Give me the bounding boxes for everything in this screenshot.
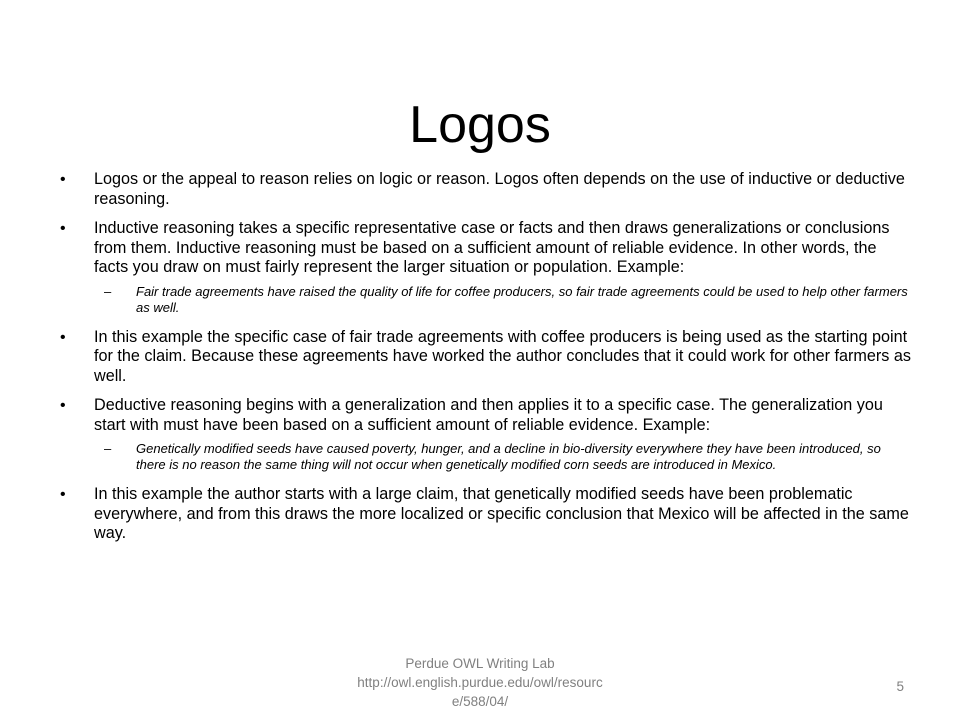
- slide-title: Logos: [409, 95, 551, 154]
- dash-icon: –: [104, 283, 112, 299]
- bullet-item: [60, 485, 912, 544]
- footer-line: Perdue OWL Writing Lab: [405, 656, 555, 671]
- sub-bullet-item: [60, 284, 912, 316]
- dash-icon: –: [104, 441, 112, 456]
- bullet-icon: •: [60, 486, 66, 503]
- bullet-text: Inductive reasoning takes a specific representative case or facts and then draws generalizations or conclusions from them. Inductive reasoning must be based on a sufficient amount of reliable evidence. In other words, the facts you draw on must fairly represent the larger situation or population. Example:: [94, 219, 890, 276]
- bullet-icon: •: [60, 220, 66, 237]
- bullet-item: [60, 219, 912, 278]
- slide-footer: [336, 654, 624, 711]
- bullet-item: [60, 328, 912, 387]
- bullet-item: [60, 170, 912, 209]
- bullet-icon: •: [60, 328, 66, 346]
- bullet-text: Deductive reasoning begins with a generalization and then applies it to a specific case. The generalization you start with must have been based on a sufficient amount of reliable evidence. Example:: [94, 396, 883, 434]
- slide-body: [60, 170, 912, 554]
- bullet-text: In this example the author starts with a large claim, that genetically modified seeds have been problematic everywhere, and from this draws the more localized or specific conclusion that Mexico will be affected in the same way.: [94, 485, 909, 542]
- page-number: 5: [896, 679, 904, 694]
- bullet-item: [60, 396, 912, 435]
- sub-bullet-text: Genetically modified seeds have caused poverty, hunger, and a decline in bio-diversity everywhere they have been introduced, so there is no reason the same thing will not occur when genetically modified corn seeds are introduced in Mexico.: [136, 441, 881, 472]
- bullet-icon: •: [60, 171, 66, 188]
- footer-url-continued: e/588/04/: [451, 694, 509, 709]
- bullet-text: Logos or the appeal to reason relies on logic or reason. Logos often depends on the use of inductive or deductive reasoning.: [94, 170, 905, 208]
- sub-bullet-text: Fair trade agreements have raised the quality of life for coffee producers, so fair trade agreements could be used to help other farmers as well.: [136, 283, 908, 315]
- sub-bullet-item: [60, 441, 912, 473]
- bullet-text: In this example the specific case of fair trade agreements with coffee producers is being used as the starting point for the claim. Because these agreements have worked the author concludes that it could work for other farmers as well.: [94, 327, 911, 385]
- footer-url: http://owl.english.purdue.edu/owl/resourc: [357, 675, 603, 690]
- bullet-icon: •: [60, 397, 66, 414]
